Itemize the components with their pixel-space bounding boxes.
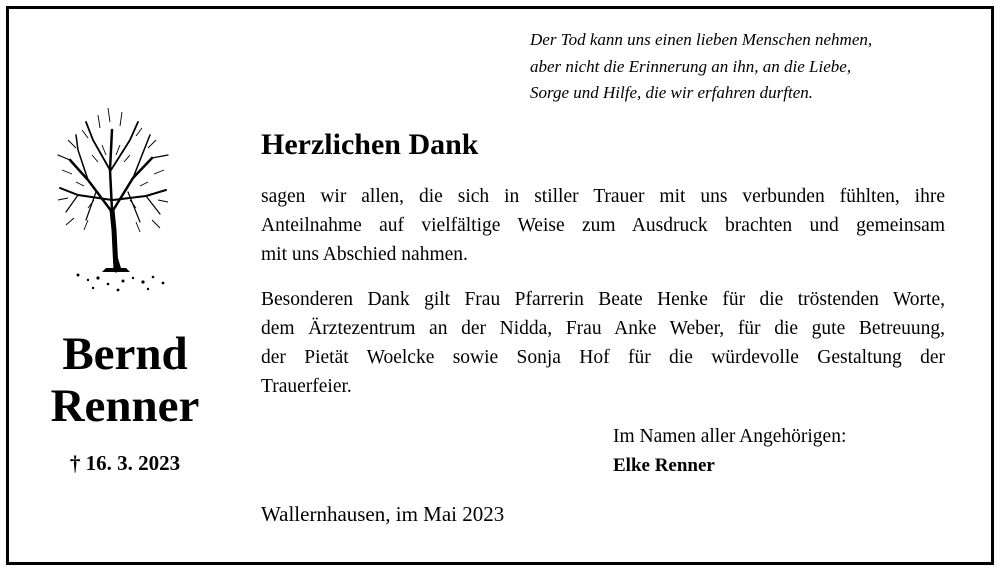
special-thanks-paragraph — [261, 285, 945, 401]
heading-title: Herzlichen Dank — [261, 128, 479, 161]
paragraph-line: mit uns Abschied nahmen. — [261, 244, 468, 265]
paragraph-line: der Pietät Woelcke sowie Sonja Hof für die würdevolle Gestaltung der — [261, 347, 945, 368]
signature-name: Elke Renner — [613, 455, 715, 476]
quote-line: Sorge und Hilfe, die wir erfahren durften. — [530, 83, 813, 102]
quote-line: Der Tod kann uns einen lieben Menschen nehmen, — [530, 30, 873, 49]
paragraph-line: Anteilnahme auf vielfältige Weise zum Ausdruck brachten und gemeinsam — [261, 215, 945, 236]
deceased-name — [30, 328, 220, 432]
signature-intro: Im Namen aller Angehörigen: — [613, 426, 847, 447]
death-date: † 16. 3. 2023 — [69, 451, 181, 475]
paragraph-line: Trauerfeier. — [261, 376, 352, 397]
quote-line: aber nicht die Erinnerung an ihn, an die Liebe, — [530, 56, 852, 76]
last-name: Renner — [50, 380, 200, 432]
tree-icon — [48, 100, 178, 300]
signature-block — [613, 422, 846, 480]
thanks-paragraph — [261, 182, 945, 269]
first-name: Bernd — [62, 328, 188, 380]
memorial-quote — [530, 27, 970, 107]
paragraph-line: sagen wir allen, die sich in stiller Trauer mit uns verbunden fühlten, ihre — [261, 186, 945, 207]
paragraph-line: dem Ärztezentrum an der Nidda, Frau Anke Weber, für die gute Betreuung, — [261, 318, 945, 339]
paragraph-line: Besonderen Dank gilt Frau Pfarrerin Beate Henke für die tröstenden Worte, — [261, 289, 945, 310]
place-date: Wallernhausen, im Mai 2023 — [261, 502, 505, 526]
